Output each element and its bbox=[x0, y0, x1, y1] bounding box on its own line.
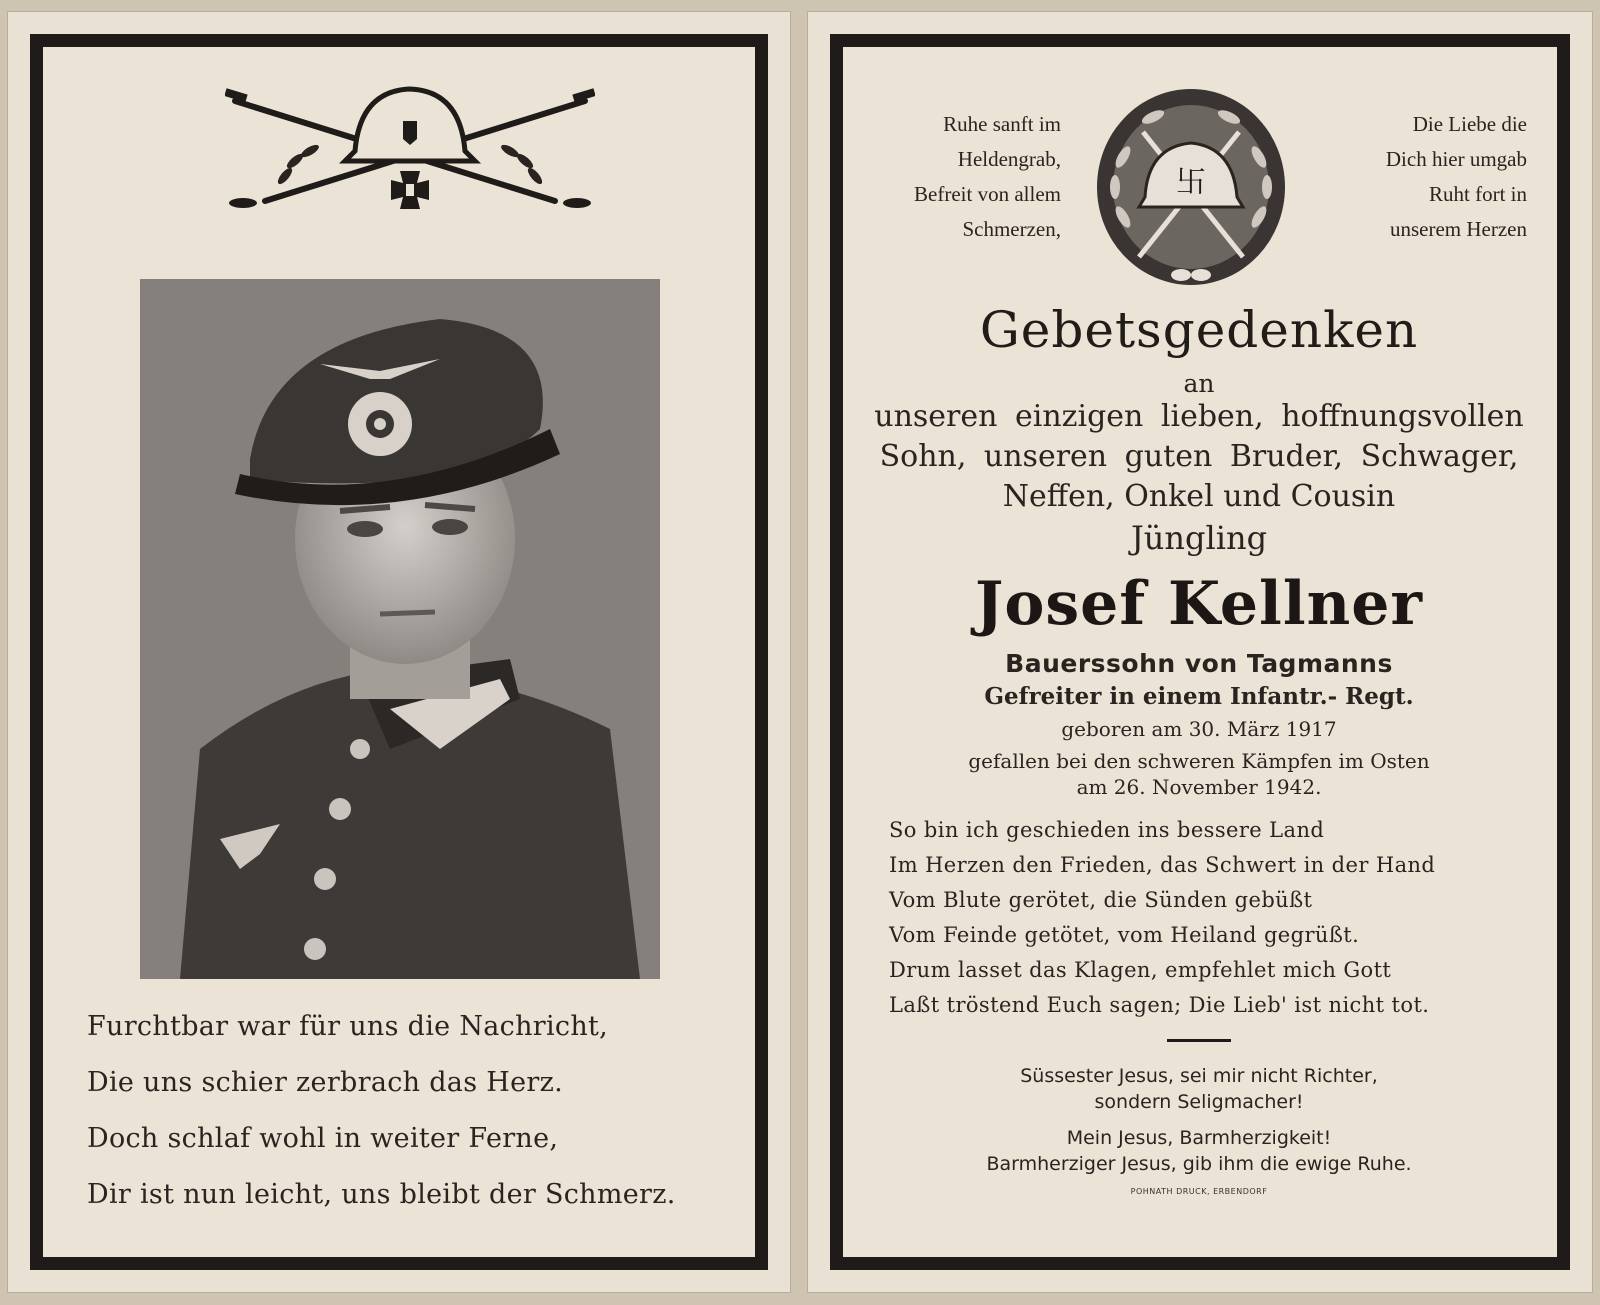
dedication-line: Neffen, Onkel und Cousin bbox=[1002, 479, 1396, 514]
verse-line: Heldengrab, bbox=[957, 147, 1061, 171]
printer-imprint: POHNATH DRUCK, ERBENDORF bbox=[1130, 1187, 1268, 1196]
poem-line: Vom Feinde getötet, vom Heiland gegrüßt. bbox=[889, 923, 1360, 947]
poem-line: Im Herzen den Frieden, das Schwert in der Hand bbox=[889, 853, 1436, 877]
memorial-card-left bbox=[8, 12, 790, 1292]
poem-line: Dir ist nun leicht, uns bleibt der Schmerz. bbox=[87, 1179, 676, 1210]
verse-line: Schmerzen, bbox=[962, 217, 1061, 241]
poem-line: Laßt tröstend Euch sagen; Die Lieb' ist nicht tot. bbox=[889, 993, 1430, 1017]
verse-line: Dich hier umgab bbox=[1385, 147, 1527, 171]
prayer-line: sondern Seligmacher! bbox=[1094, 1091, 1304, 1113]
verse-line: Befreit von allem bbox=[914, 182, 1061, 206]
verse-line: unserem Herzen bbox=[1389, 217, 1527, 241]
poem-line: Drum lasset das Klagen, empfehlet mich Gott bbox=[889, 958, 1392, 982]
dedication-line: Sohn, unseren guten Bruder, Schwager, bbox=[879, 439, 1519, 474]
deceased-name: Josef Kellner bbox=[974, 569, 1424, 639]
memorial-poem-left bbox=[87, 999, 747, 1223]
memorial-poem-right bbox=[889, 813, 1549, 1023]
origin-line: Bauerssohn von Tagmanns bbox=[1005, 649, 1393, 678]
wound-badge-icon bbox=[1093, 87, 1289, 291]
prayer-line: Mein Jesus, Barmherzigkeit! bbox=[1066, 1127, 1332, 1149]
poem-line: So bin ich geschieden ins bessere Land bbox=[889, 818, 1325, 842]
helmet-swords-iron-cross-icon bbox=[225, 71, 595, 221]
poem-line: Furchtbar war für uns die Nachricht, bbox=[87, 1011, 609, 1042]
svg-text:卐: 卐 bbox=[1176, 165, 1206, 200]
dedication-line: Jüngling bbox=[1130, 519, 1268, 557]
death-line: gefallen bei den schweren Kämpfen im Osten bbox=[968, 749, 1430, 773]
poem-line: Die uns schier zerbrach das Herz. bbox=[87, 1067, 563, 1098]
rank-line: Gefreiter in einem Infantr.- Regt. bbox=[984, 683, 1414, 710]
prayer-line: Barmherziger Jesus, gib ihm die ewige Ruhe. bbox=[986, 1153, 1412, 1175]
poem-line: Doch schlaf wohl in weiter Ferne, bbox=[87, 1123, 559, 1154]
birth-date-line: geboren am 30. März 1917 bbox=[1061, 717, 1337, 741]
card-title: Gebetsgedenken bbox=[979, 301, 1419, 359]
dedication-an: an bbox=[1183, 369, 1215, 398]
black-border-frame bbox=[830, 34, 1570, 1270]
poem-line: Vom Blute gerötet, die Sünden gebüßt bbox=[889, 888, 1313, 912]
verse-line: Die Liebe die bbox=[1412, 112, 1527, 136]
dedication-line: unseren einzigen lieben, hoffnungsvollen bbox=[874, 399, 1524, 434]
black-border-frame bbox=[30, 34, 768, 1270]
verse-left bbox=[861, 107, 1061, 247]
verse-line: Ruht fort in bbox=[1429, 182, 1527, 206]
soldier-portrait bbox=[140, 279, 660, 979]
memorial-card-right bbox=[808, 12, 1592, 1292]
death-date-line: am 26. November 1942. bbox=[1076, 775, 1322, 799]
verse-right bbox=[1287, 107, 1527, 247]
divider bbox=[1167, 1039, 1231, 1042]
prayer-line: Süssester Jesus, sei mir nicht Richter, bbox=[1020, 1065, 1378, 1087]
verse-line: Ruhe sanft im bbox=[943, 112, 1061, 136]
